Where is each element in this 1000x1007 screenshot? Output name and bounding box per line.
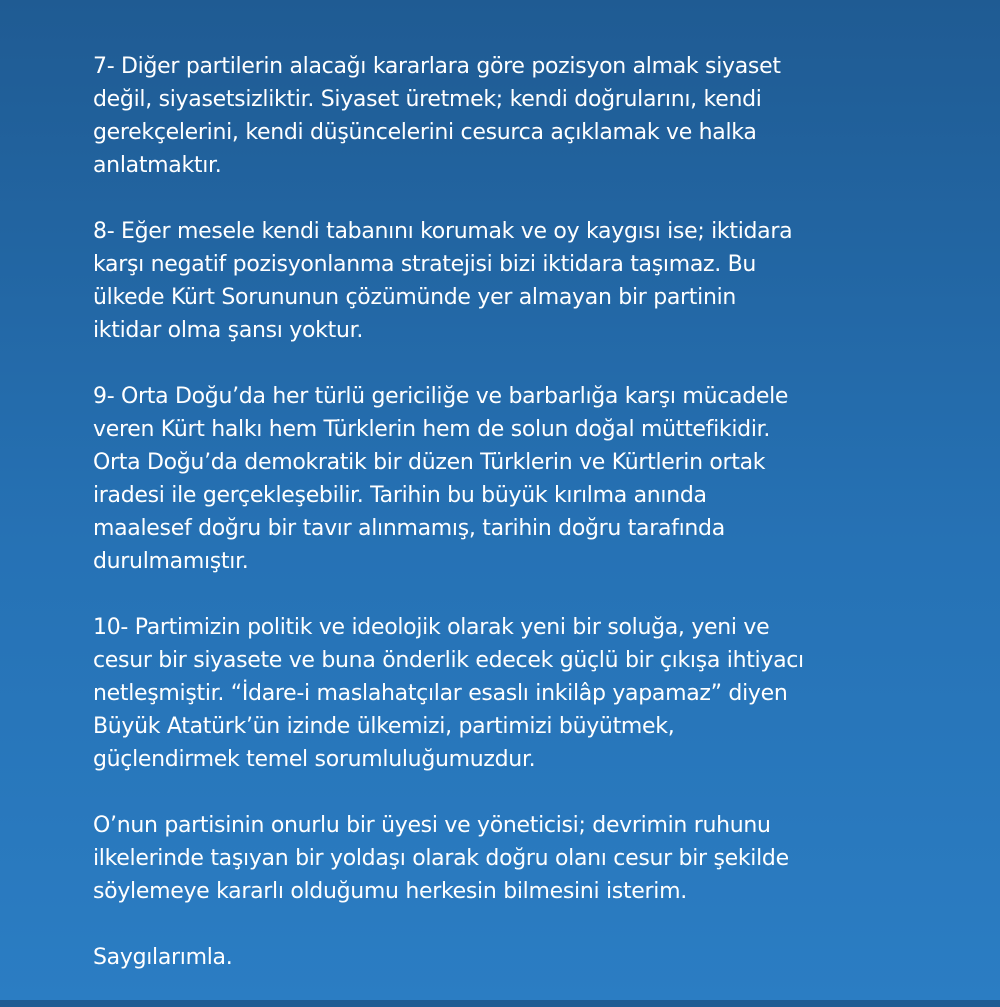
text-line: değil, siyasetsizliktir. Siyaset üretmek; kendi doğrularını, kendi [93, 87, 762, 112]
text-line: cesur bir siyasete ve buna önderlik edecek güçlü bir çıkışa ihtiyacı [93, 648, 804, 673]
text-line: Orta Doğu’da demokratik bir düzen Türklerin ve Kürtlerin ortak [93, 450, 766, 475]
text-line: ülkede Kürt Sorununun çözümünde yer almayan bir partinin [93, 285, 737, 310]
paragraph-7 [93, 50, 923, 182]
text-line: Büyük Atatürk’ün izinde ülkemizi, partimizi büyütmek, [93, 714, 675, 739]
text-line: iktidar olma şansı yoktur. [93, 318, 364, 343]
text-line: O’nun partisinin onurlu bir üyesi ve yöneticisi; devrimin ruhunu [93, 813, 771, 838]
text-line: netleşmiştir. “İdare-i maslahatçılar esaslı inkilâp yapamaz” diyen [93, 681, 788, 706]
sign-off [93, 941, 923, 974]
text-line: karşı negatif pozisyonlanma stratejisi bizi iktidara taşımaz. Bu [93, 252, 757, 277]
text-line: Saygılarımla. [93, 945, 233, 970]
text-line: maalesef doğru bir tavır alınmamış, tarihin doğru tarafında [93, 516, 725, 541]
text-line: 9- Orta Doğu’da her türlü gericiliğe ve barbarlığa karşı mücadele [93, 384, 789, 409]
text-line: 7- Diğer partilerin alacağı kararlara göre pozisyon almak siyaset [93, 54, 781, 79]
paragraph-9 [93, 380, 923, 578]
text-line: 8- Eğer mesele kendi tabanını korumak ve oy kaygısı ise; iktidara [93, 219, 793, 244]
text-line: iradesi ile gerçekleşebilir. Tarihin bu büyük kırılma anında [93, 483, 707, 508]
statement-text [93, 50, 923, 1007]
text-line: söylemeye kararlı olduğumu herkesin bilmesini isterim. [93, 879, 687, 904]
text-line: ilkelerinde taşıyan bir yoldaşı olarak doğru olanı cesur bir şekilde [93, 846, 789, 871]
text-line: 10- Partimizin politik ve ideolojik olarak yeni bir soluğa, yeni ve [93, 615, 770, 640]
paragraph-8 [93, 215, 923, 347]
text-line: anlatmaktır. [93, 153, 222, 178]
paragraph-10 [93, 611, 923, 776]
text-line: güçlendirmek temel sorumluluğumuzdur. [93, 747, 536, 772]
text-line: veren Kürt halkı hem Türklerin hem de solun doğal müttefikidir. [93, 417, 771, 442]
closing-paragraph [93, 809, 923, 908]
text-line: durulmamıştır. [93, 549, 249, 574]
text-line: gerekçelerini, kendi düşüncelerini cesurca açıklamak ve halka [93, 120, 757, 145]
